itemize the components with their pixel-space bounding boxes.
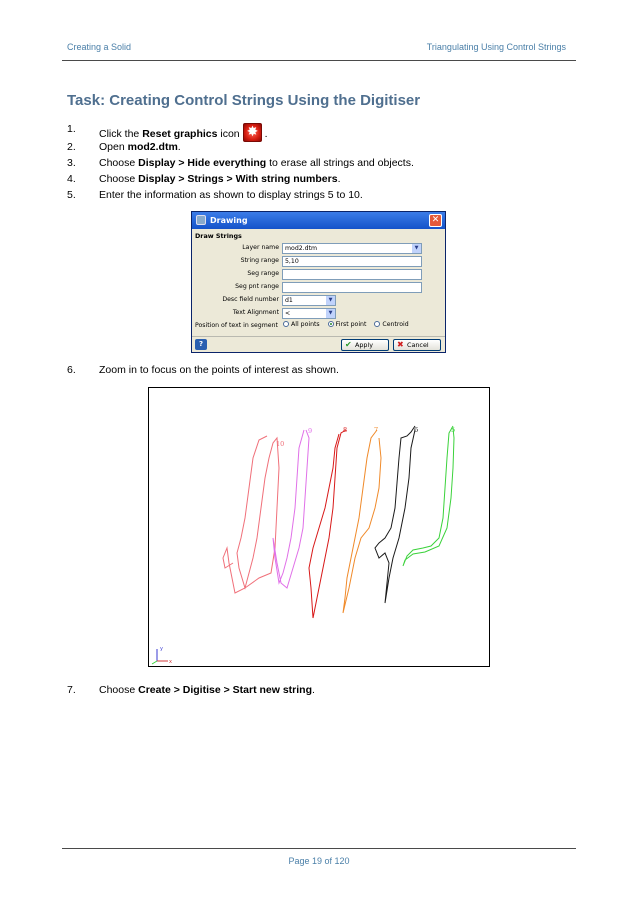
task-title: Task: Creating Control Strings Using the Digitiser [67,92,421,109]
step-number: 6. [67,364,76,376]
position-radio-group [283,321,415,328]
drawing-app-icon [196,215,206,225]
string-label-5: 5 [451,426,456,434]
header-divider [62,60,576,61]
seg-range-input[interactable] [282,269,422,280]
string-label-7: 7 [374,426,379,434]
step-text: Choose Create > Digitise > Start new string. [99,684,315,696]
field-label: String range [240,257,279,264]
desc-field-row [192,295,447,306]
radio-icon [374,321,380,327]
checkmark-icon: ✔ [345,340,352,349]
string-5-path [403,426,454,566]
step-number: 5. [67,189,76,201]
axis-y-label: y [160,646,163,652]
radio-centroid[interactable]: Centroid [374,321,408,328]
string-label-8: 8 [343,426,348,434]
string-label-9: 9 [308,427,313,435]
string-6-path [375,426,415,603]
radio-selected-icon [328,321,334,327]
strings-drawing [149,388,491,668]
chevron-down-icon[interactable]: ▼ [412,244,421,253]
help-button[interactable]: ? [195,339,207,350]
field-label: Desc field number [222,296,279,303]
header-left: Creating a Solid [67,42,132,52]
radio-icon [283,321,289,327]
page-number: Page 19 of 120 [288,856,350,866]
chevron-down-icon[interactable]: ▼ [326,309,335,318]
position-row [192,321,447,332]
footer-divider [62,848,576,849]
step-number: 7. [67,684,76,696]
cross-icon: ✖ [397,340,404,349]
step-text: Choose Display > Hide everything to erase all strings and objects. [99,157,414,169]
step-text: Zoom in to focus on the points of interest as shown. [99,364,339,376]
field-label: Position of text in segment [195,322,278,329]
step-number: 4. [67,173,76,185]
string-range-row [192,256,447,267]
reset-graphics-icon [243,123,262,142]
section-label: Draw Strings [195,232,242,240]
header-right: Triangulating Using Control Strings [426,42,566,52]
seg-range-row [192,269,447,280]
desc-field-select[interactable]: d1 ▼ [282,295,336,306]
layer-name-row [192,243,447,254]
field-label: Text Alignment [232,309,279,316]
text-alignment-row [192,308,447,319]
step-number: 2. [67,141,76,153]
step-text: Enter the information as shown to display strings 5 to 10. [99,189,363,201]
drawing-dialog [191,211,446,353]
string-7-path [343,430,381,613]
close-button[interactable]: ✕ [429,214,442,227]
layer-name-select[interactable]: mod2.dtm ▼ [282,243,422,254]
step-text: Click the Reset graphics icon✸ . [99,123,268,142]
step-number: 1. [67,123,76,135]
dialog-title: Drawing [210,216,248,225]
seg-pnt-range-input[interactable] [282,282,422,293]
field-label: Layer name [242,244,279,251]
field-label: Seg range [247,270,279,277]
string-label-10: 10 [276,440,285,448]
seg-pnt-range-row [192,282,447,293]
axis-x-label: x [169,659,172,665]
step-text: Open mod2.dtm. [99,141,181,153]
step-number: 3. [67,157,76,169]
chevron-down-icon[interactable]: ▼ [326,296,335,305]
step-text: Choose Display > Strings > With string numbers. [99,173,341,185]
field-label: Seg pnt range [235,283,279,290]
dialog-footer [192,336,445,352]
string-10-path [223,436,279,593]
apply-button[interactable]: ✔ Apply [341,339,389,351]
dialog-titlebar[interactable] [192,212,445,229]
strings-view-figure [148,387,490,667]
string-label-6: 6 [414,426,419,434]
string-range-input[interactable]: 5,10 [282,256,422,267]
radio-first-point[interactable]: First point [328,321,367,328]
axis-gizmo-icon [152,646,172,665]
string-8-path [309,430,346,618]
cancel-button[interactable]: ✖ Cancel [393,339,441,351]
radio-all-points[interactable]: All points [283,321,320,328]
text-alignment-select[interactable]: < ▼ [282,308,336,319]
